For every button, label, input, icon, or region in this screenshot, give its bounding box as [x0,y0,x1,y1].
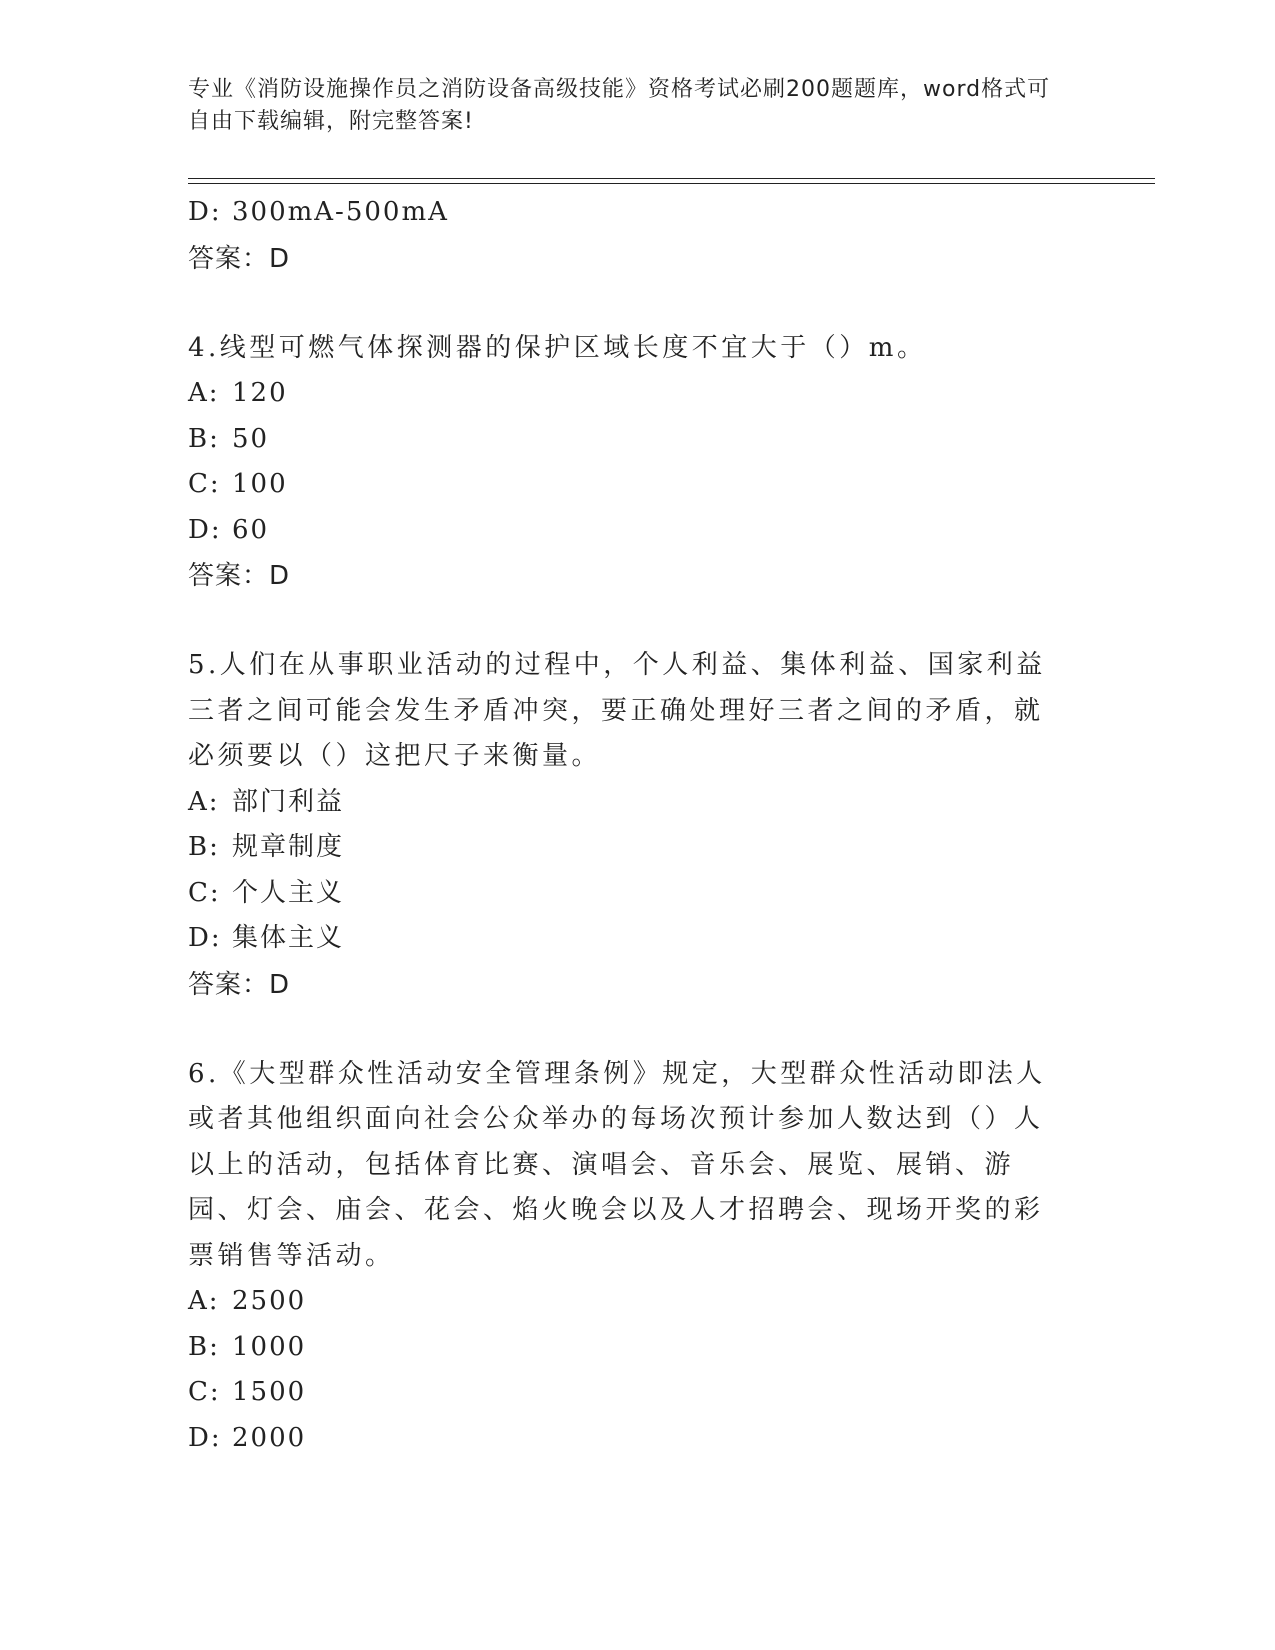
q6-option-a [188,1279,1068,1325]
option-text: 50 [232,423,270,454]
document-header [188,74,1068,138]
option-label: C: [188,1377,221,1407]
header-divider-top [188,178,1155,179]
option-label: B: [188,1331,220,1362]
question-6-stem: 6.《大型群众性活动安全管理条例》规定，大型群众性活动即法人或者其他组织面向社会公众举办的每场次预计参加人数达到（）人以上的活动，包括体育比赛、演唱会、音乐会、展览、展销、游园、灯会、庙会、花会、焰火晚会以及人才招聘会、现场开奖的彩票销售等活动。 [188,1058,1046,1271]
header-divider-bottom [188,183,1155,184]
option-label: A: [188,1286,220,1316]
q5-option-d [188,916,1068,962]
option-label: B: [188,423,220,454]
option-label: D: [188,197,222,227]
option-label: B: [188,832,220,862]
header-title: 专业《消防设施操作员之消防设备高级技能》资格考试必刷200题题库，word格式可自由下载编辑，附完整答案! [188,77,1051,134]
question-4-stem: 4.线型可燃气体探测器的保护区域长度不宜大于（）m。 [188,332,927,363]
question-content [188,190,1068,1461]
option-text: 集体主义 [232,923,345,953]
option-text: 120 [232,378,288,408]
prev-option-d [188,190,1068,236]
q6-option-d [188,1416,1068,1462]
q4-option-a [188,371,1068,417]
option-text: 1000 [232,1331,307,1362]
option-label: D: [188,514,222,545]
q5-option-c [188,871,1068,917]
option-text: 个人主义 [232,877,345,908]
q5-option-a [188,780,1068,826]
option-text: 2500 [232,1286,307,1316]
q4-option-b [188,417,1068,463]
option-text: 300mA-500mA [232,197,449,227]
question-5-stem: 5.人们在从事职业活动的过程中，个人利益、集体利益、国家利益三者之间可能会发生矛盾冲突，要正确处理好三者之间的矛盾，就必须要以（）这把尺子来衡量。 [188,650,1046,771]
option-label: D: [188,923,222,953]
option-text: 100 [232,469,288,499]
option-text: 60 [232,514,270,545]
q6-option-c [188,1370,1068,1416]
q5-option-b [188,825,1068,871]
option-text: 1500 [232,1377,307,1407]
option-text: 部门利益 [232,786,345,817]
prev-answer: 答案：D [188,243,291,274]
option-label: A: [188,786,220,817]
q6-option-b [188,1325,1068,1371]
q4-option-c [188,462,1068,508]
q4-answer: 答案：D [188,561,291,591]
option-label: C: [188,877,221,908]
option-text: 规章制度 [232,832,345,862]
option-label: D: [188,1422,222,1453]
q5-answer: 答案：D [188,969,291,1000]
option-label: C: [188,469,221,499]
option-text: 2000 [232,1422,307,1453]
q4-option-d [188,508,1068,554]
option-label: A: [188,378,220,408]
